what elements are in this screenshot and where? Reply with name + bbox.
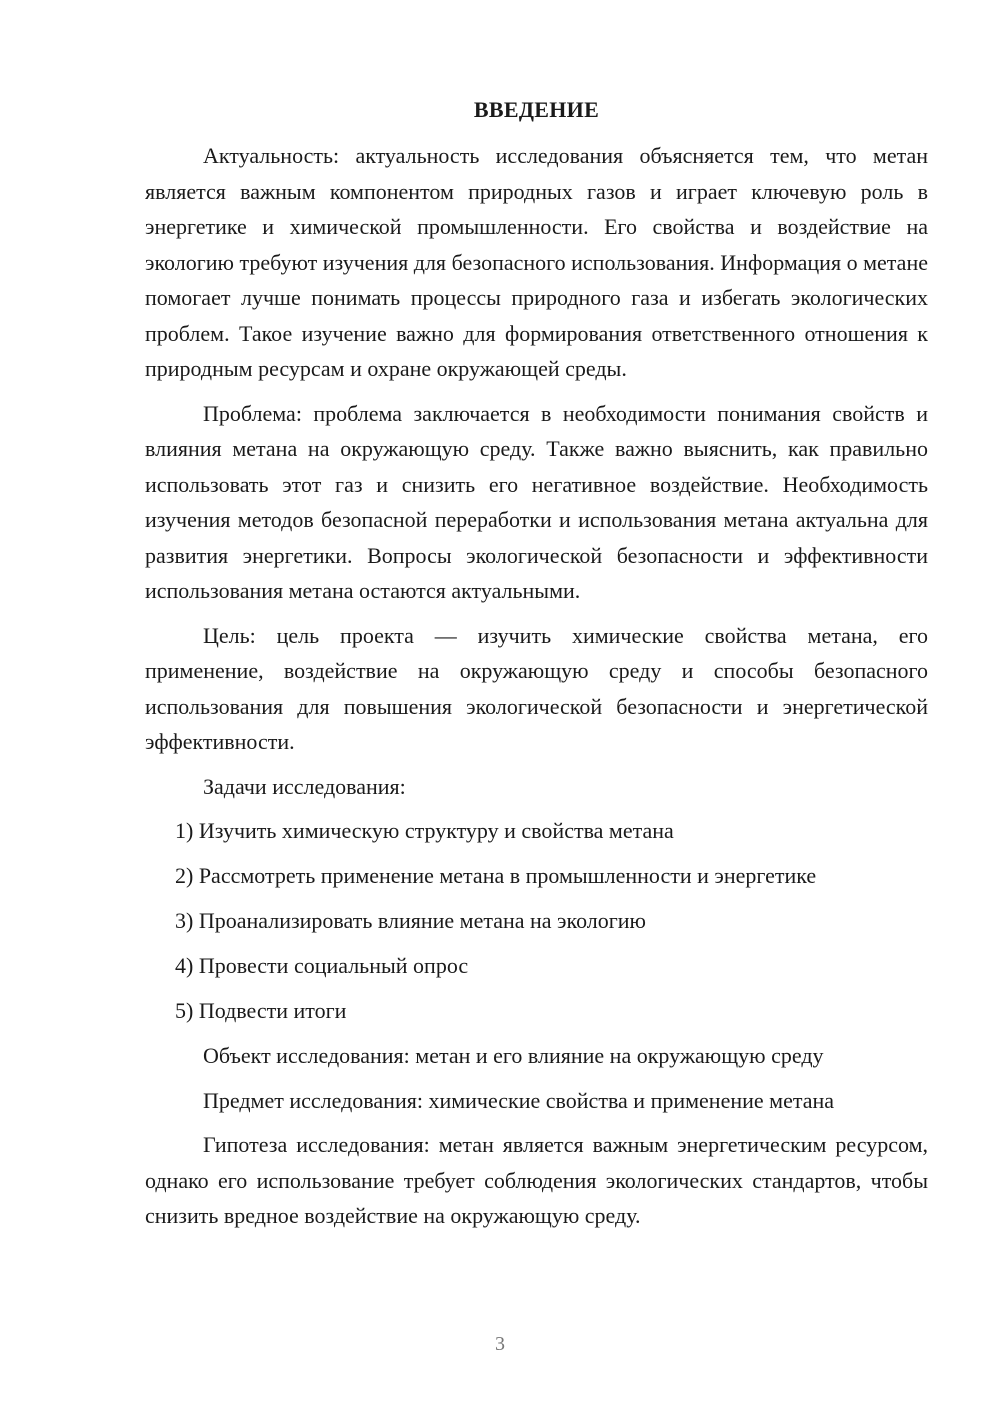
list-item: 4) Провести социальный опрос <box>175 953 469 978</box>
paragraph-goal: Цель: цель проекта — изучить химические свойства метана, его применение, воздействие на окружающую среду и способы безопасного использования для повышения экологической безопасности и энергетической эффективности. <box>145 622 928 754</box>
list-item: 5) Подвести итоги <box>175 998 347 1023</box>
paragraph-relevance: Актуальность: актуальность исследования объясняется тем, что метан является важным компонентом природных газов и играет ключевую роль в энергетике и химической промышленности. Его свойства и воздействие на экологию требуют изучения для безопасного использования. Информация о метане помогает лучше понимать процессы природного газа и избегать экологических проблем. Такое изучение важно для формирования ответственного отношения к природным ресурсам и охране окружающей среды. <box>145 143 928 381</box>
page-title: ВВЕДЕНИЕ <box>473 97 600 122</box>
document-page <box>145 92 928 1243</box>
list-item: 1) Изучить химическую структуру и свойства метана <box>175 818 674 843</box>
research-subject: Предмет исследования: химические свойства и применение метана <box>203 1087 835 1113</box>
paragraph-problem: Проблема: проблема заключается в необходимости понимания свойств и влияния метана на окружающую среду. Также важно выяснить, как правильно использовать этот газ и снизить его негативное воздействие. Необходимость изучения методов безопасной переработки и использования метана актуальна для развития энергетики. Вопросы экологической безопасности и эффективности использования метана остаются актуальными. <box>145 400 928 603</box>
tasks-heading: Задачи исследования: <box>203 773 406 799</box>
tasks-list <box>145 813 928 1029</box>
list-item: 2) Рассмотреть применение метана в промышленности и энергетике <box>175 863 817 888</box>
paragraph-hypothesis: Гипотеза исследования: метан является важным энергетическим ресурсом, однако его использование требует соблюдения экологических стандартов, чтобы снизить вредное воздействие на окружающую среду. <box>145 1132 928 1228</box>
page-number: 3 <box>495 1333 505 1355</box>
research-object: Объект исследования: метан и его влияние на окружающую среду <box>203 1043 824 1068</box>
list-item: 3) Проанализировать влияние метана на экологию <box>175 908 646 933</box>
